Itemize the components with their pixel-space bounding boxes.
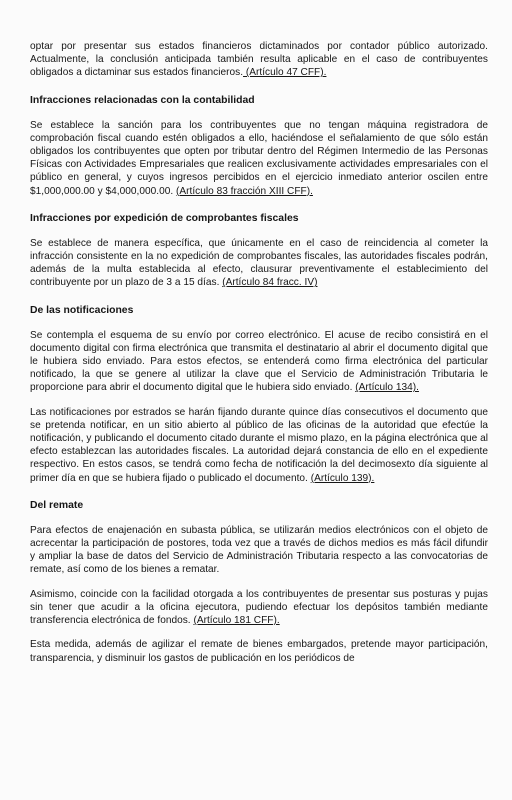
article-reference: (Artículo 134).: [355, 382, 419, 394]
section-infracciones-comprobantes: [30, 212, 488, 290]
section-notificaciones: [30, 304, 488, 485]
paragraph: [30, 406, 488, 485]
article-reference: (Artículo 83 fracción XIII CFF).: [175, 185, 313, 197]
paragraph: [30, 329, 488, 395]
paragraph-text: Se establece la sanción para los contribuyentes que no tengan máquina registradora de comprobación fiscal cuando estén obligados a ello, haciéndose el señalamiento de que sólo están obligados los contribuyentes que opten por tributar dentro del Régimen Intermedio de las Personas Físicas con Actividades Empresariales que realicen exclusivamente actividades empresariales con el público en general, y cuyos ingresos percibidos en el ejercicio inmediato anterior oscilen entre $1,000,000.00 y $4,000,000.00.: [30, 119, 488, 197]
paragraph: [30, 119, 488, 198]
paragraph-text: Se establece de manera específica, que únicamente en el caso de reincidencia al cometer la infracción consistente en la no expedición de comprobantes fiscales, las autoridades fiscales podrán, además de la multa establecida al efecto, clausurar preventivamente el establecimiento del contribuyente por un plazo de 3 a 15 días.: [30, 237, 488, 289]
article-reference: (Artículo 139).: [310, 472, 375, 484]
paragraph-text: Para efectos de enajenación en subasta pública, se utilizarán medios electrónicos con el objeto de acrecentar la participación de postores, toda vez que a través de dichos medios es más fácil difundir y ampliar la base de datos del Servicio de Administración Tributaria respecto a las convocatorias de remate, así como de los bienes a rematar.: [30, 524, 488, 576]
paragraph: [30, 524, 488, 577]
paragraph: [30, 237, 488, 290]
article-reference: (Artículo 84 fracc. IV): [222, 277, 318, 289]
section-heading: Infracciones relacionadas con la contabilidad: [30, 94, 255, 106]
section-heading: Infracciones por expedición de comprobantes fiscales: [30, 212, 299, 224]
section-continuation: [30, 40, 488, 80]
paragraph-text: Asimismo, coincide con la facilidad otorgada a los contribuyentes de presentar sus posturas y pujas sin tener que acudir a la oficina ejecutora, pudiendo efectuar los depósitos también mediante transferencia electrónica de fondos.: [30, 588, 488, 627]
paragraph-text: optar por presentar sus estados financieros dictaminados por contador público autorizado. Actualmente, la conclusión anticipada también resulta aplicable en el caso de contribuyentes obligados a dictaminar sus estados financieros.: [30, 41, 488, 79]
paragraph-text: Las notificaciones por estrados se harán fijando durante quince días consecutivos el documento que se pretenda notificar, en un sitio abierto al público de las oficinas de la autoridad que efectúe la notificación, y publicando el documento citado durante el mismo plazo, en la página electrónica que al efecto establezcan las autoridades fiscales. La autoridad dejará constancia de ello en el expediente respectivo. En estos casos, se tendrá como fecha de notificación la del decimosexto día siguiente al primer día en que se hubiera fijado o publicado el documento.: [30, 406, 488, 484]
section-heading: De las notificaciones: [30, 304, 134, 316]
paragraph: [30, 638, 488, 664]
article-reference: (Artículo 47 CFF).: [243, 67, 327, 79]
section-heading: Del remate: [30, 499, 84, 511]
paragraph: [30, 40, 488, 80]
section-remate: [30, 499, 488, 665]
paragraph-text: Se contempla el esquema de su envío por correo electrónico. El acuse de recibo consistirá en el documento digital con firma electrónica que transmita el destinatario al abrir el documento digital que le hubiera sido enviado. Para estos efectos, se entenderá como firma electrónica del particular notificado, la que se genere al utilizar la clave que el Servicio de Administración Tributaria le proporcione para abrir el documento digital que le hubiera sido enviado.: [30, 329, 488, 394]
paragraph-text: Esta medida, además de agilizar el remate de bienes embargados, pretende mayor participación, transparencia, y disminuir los gastos de publicación en los periódicos de: [30, 639, 488, 664]
paragraph: [30, 588, 488, 628]
section-infracciones-contabilidad: [30, 94, 488, 198]
article-reference: (Artículo 181 CFF).: [193, 615, 280, 627]
